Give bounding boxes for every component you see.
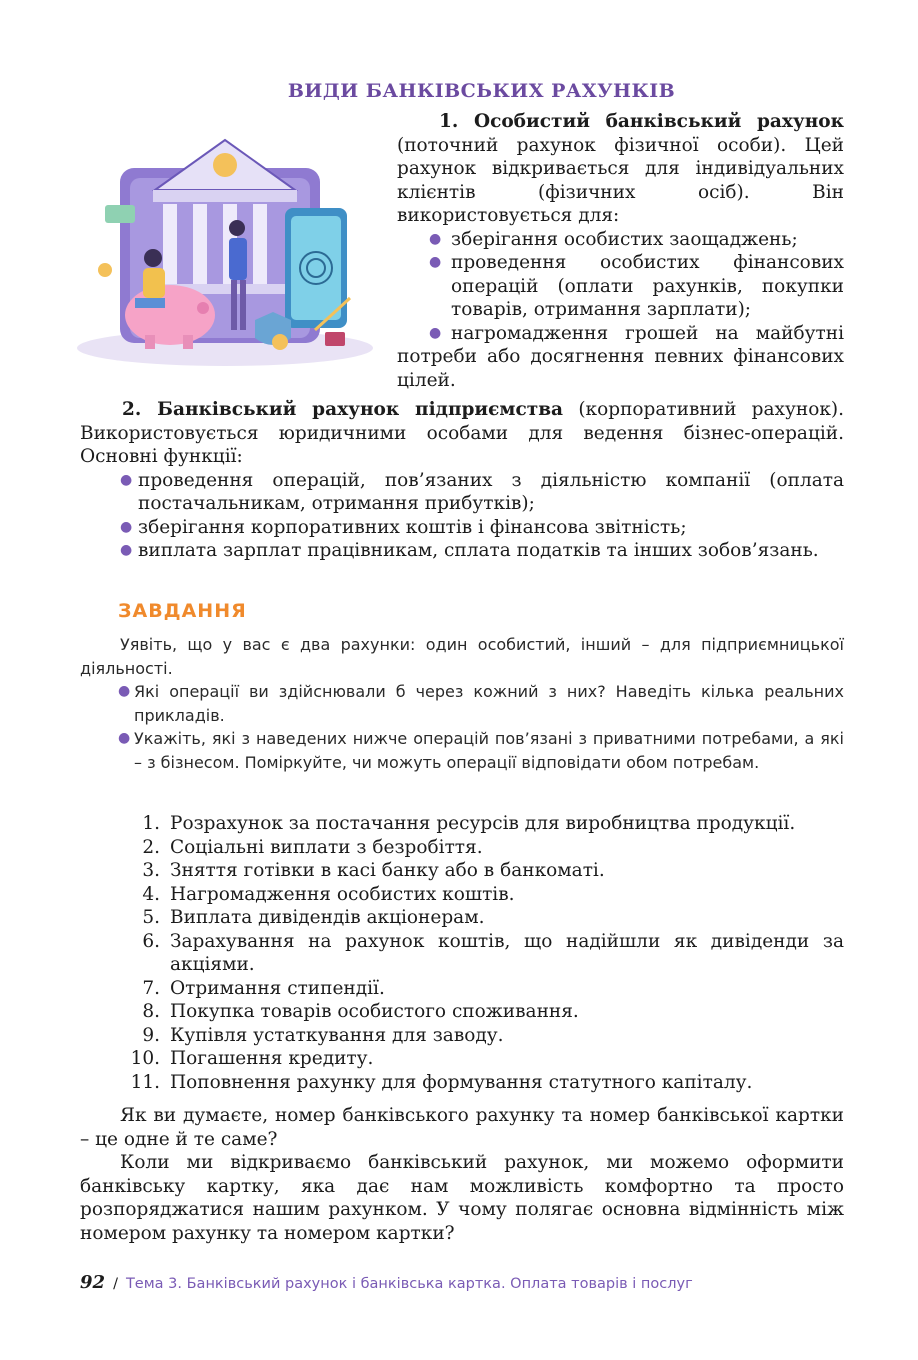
list-item: ● зберігання корпоративних коштів і фінансова звітність;	[120, 516, 687, 538]
bullet-dot-icon: ●	[120, 471, 133, 488]
list-item: ● проведення операцій, пов’язаних з діяльністю компанії (оплата постачальникам, отримання прибутків);	[120, 469, 844, 514]
list-item: 11. Поповнення рахунку для формування статутного капіталу.	[130, 1071, 753, 1093]
page-title: ВИДИ БАНКІВСЬКИХ РАХУНКІВ	[287, 80, 676, 102]
bank-illustration	[75, 120, 375, 370]
list-item: ● нагромадження грошей на майбутні потреби або досягнення певних фінансових цілей.	[397, 322, 844, 391]
bullet-dot-icon: ●	[120, 518, 133, 535]
list-item: ● Які операції ви здійснювали б через кожний з них? Наведіть кілька реальних прикладів.	[118, 682, 844, 725]
list-item: 2. Соціальні виплати з безробіття.	[142, 836, 483, 858]
task-section	[80, 633, 844, 774]
question-paragraph: Як ви думаєте, номер банківського рахунку та номер банківської картки – це одне й те саме?	[80, 1105, 844, 1150]
bullet-dot-icon: ●	[429, 254, 442, 270]
closing-questions	[80, 1104, 844, 1245]
business-account-heading: 2. Банківський рахунок підприємства	[122, 399, 564, 420]
footer-topic: Тема 3. Банківський рахунок і банківська картка. Оплата товарів і послуг	[125, 1276, 693, 1292]
list-item: ● проведення особистих фінансових операцій (оплати рахунків, покупки товарів, отримання зарплати);	[429, 252, 844, 320]
bullet-dot-icon: ●	[118, 683, 131, 699]
task-intro: Уявіть, що у вас є два рахунки: один особистий, інший – для підприємницької діяльності.	[80, 635, 844, 678]
personal-account-text: (поточний рахунок фізичної особи). Цей рахунок відкривається для індивідуальних клієнтів (фізичних осіб). Він використовується для:	[397, 134, 844, 226]
operations-list	[110, 812, 844, 1094]
bullet-dot-icon: ●	[429, 230, 442, 247]
page-footer	[80, 1272, 693, 1293]
list-item: 1. Розрахунок за постачання ресурсів для виробництва продукції.	[142, 813, 796, 834]
list-item: 3. Зняття готівки в касі банку або в банкоматі.	[142, 860, 605, 881]
list-item: ● зберігання особистих заощаджень;	[429, 228, 798, 250]
list-item: 8. Покупка товарів особистого споживання.	[142, 1001, 579, 1022]
list-item: 10. Погашення кредиту.	[130, 1048, 374, 1069]
list-item: 7. Отримання стипендії.	[142, 977, 385, 999]
page-number: 92	[80, 1272, 106, 1293]
footer-separator: /	[113, 1276, 118, 1292]
bullet-dot-icon: ●	[118, 730, 131, 746]
list-item: 4. Нагромадження особистих коштів.	[142, 883, 515, 905]
list-item: 6. Зарахування на рахунок коштів, що надійшли як дивіденди за акціями.	[142, 930, 844, 975]
list-item: ● Укажіть, які з наведених нижче операцій пов’язані з приватними потребами, а які – з бізнесом. Поміркуйте, чи можуть операції відповідати обом потребам.	[118, 729, 844, 772]
list-item: 5. Виплата дивідендів акціонерам.	[142, 907, 485, 928]
business-account-section	[80, 398, 844, 563]
personal-account-section	[397, 110, 844, 392]
list-item: ● виплата зарплат працівникам, сплата податків та інших зобов’язань.	[120, 540, 819, 561]
task-title: ЗАВДАННЯ	[118, 600, 247, 622]
personal-account-heading: 1. Особистий банківський рахунок	[439, 111, 844, 132]
business-account-text: (корпоративний рахунок). Використовується юридичними особами для ведення бізнес-операцій. Основні функції:	[80, 399, 844, 467]
bullet-dot-icon: ●	[120, 542, 133, 558]
question-paragraph: Коли ми відкриваємо банківський рахунок, ми можемо оформити банківську картку, яка дає нам можливість комфортно та просто розпоряджатися нашим рахунком. У чому полягає основна відмінність між номером рахунку та номером картки?	[80, 1152, 844, 1244]
bullet-dot-icon: ●	[429, 324, 442, 341]
list-item: 9. Купівля устаткування для заводу.	[142, 1024, 504, 1046]
